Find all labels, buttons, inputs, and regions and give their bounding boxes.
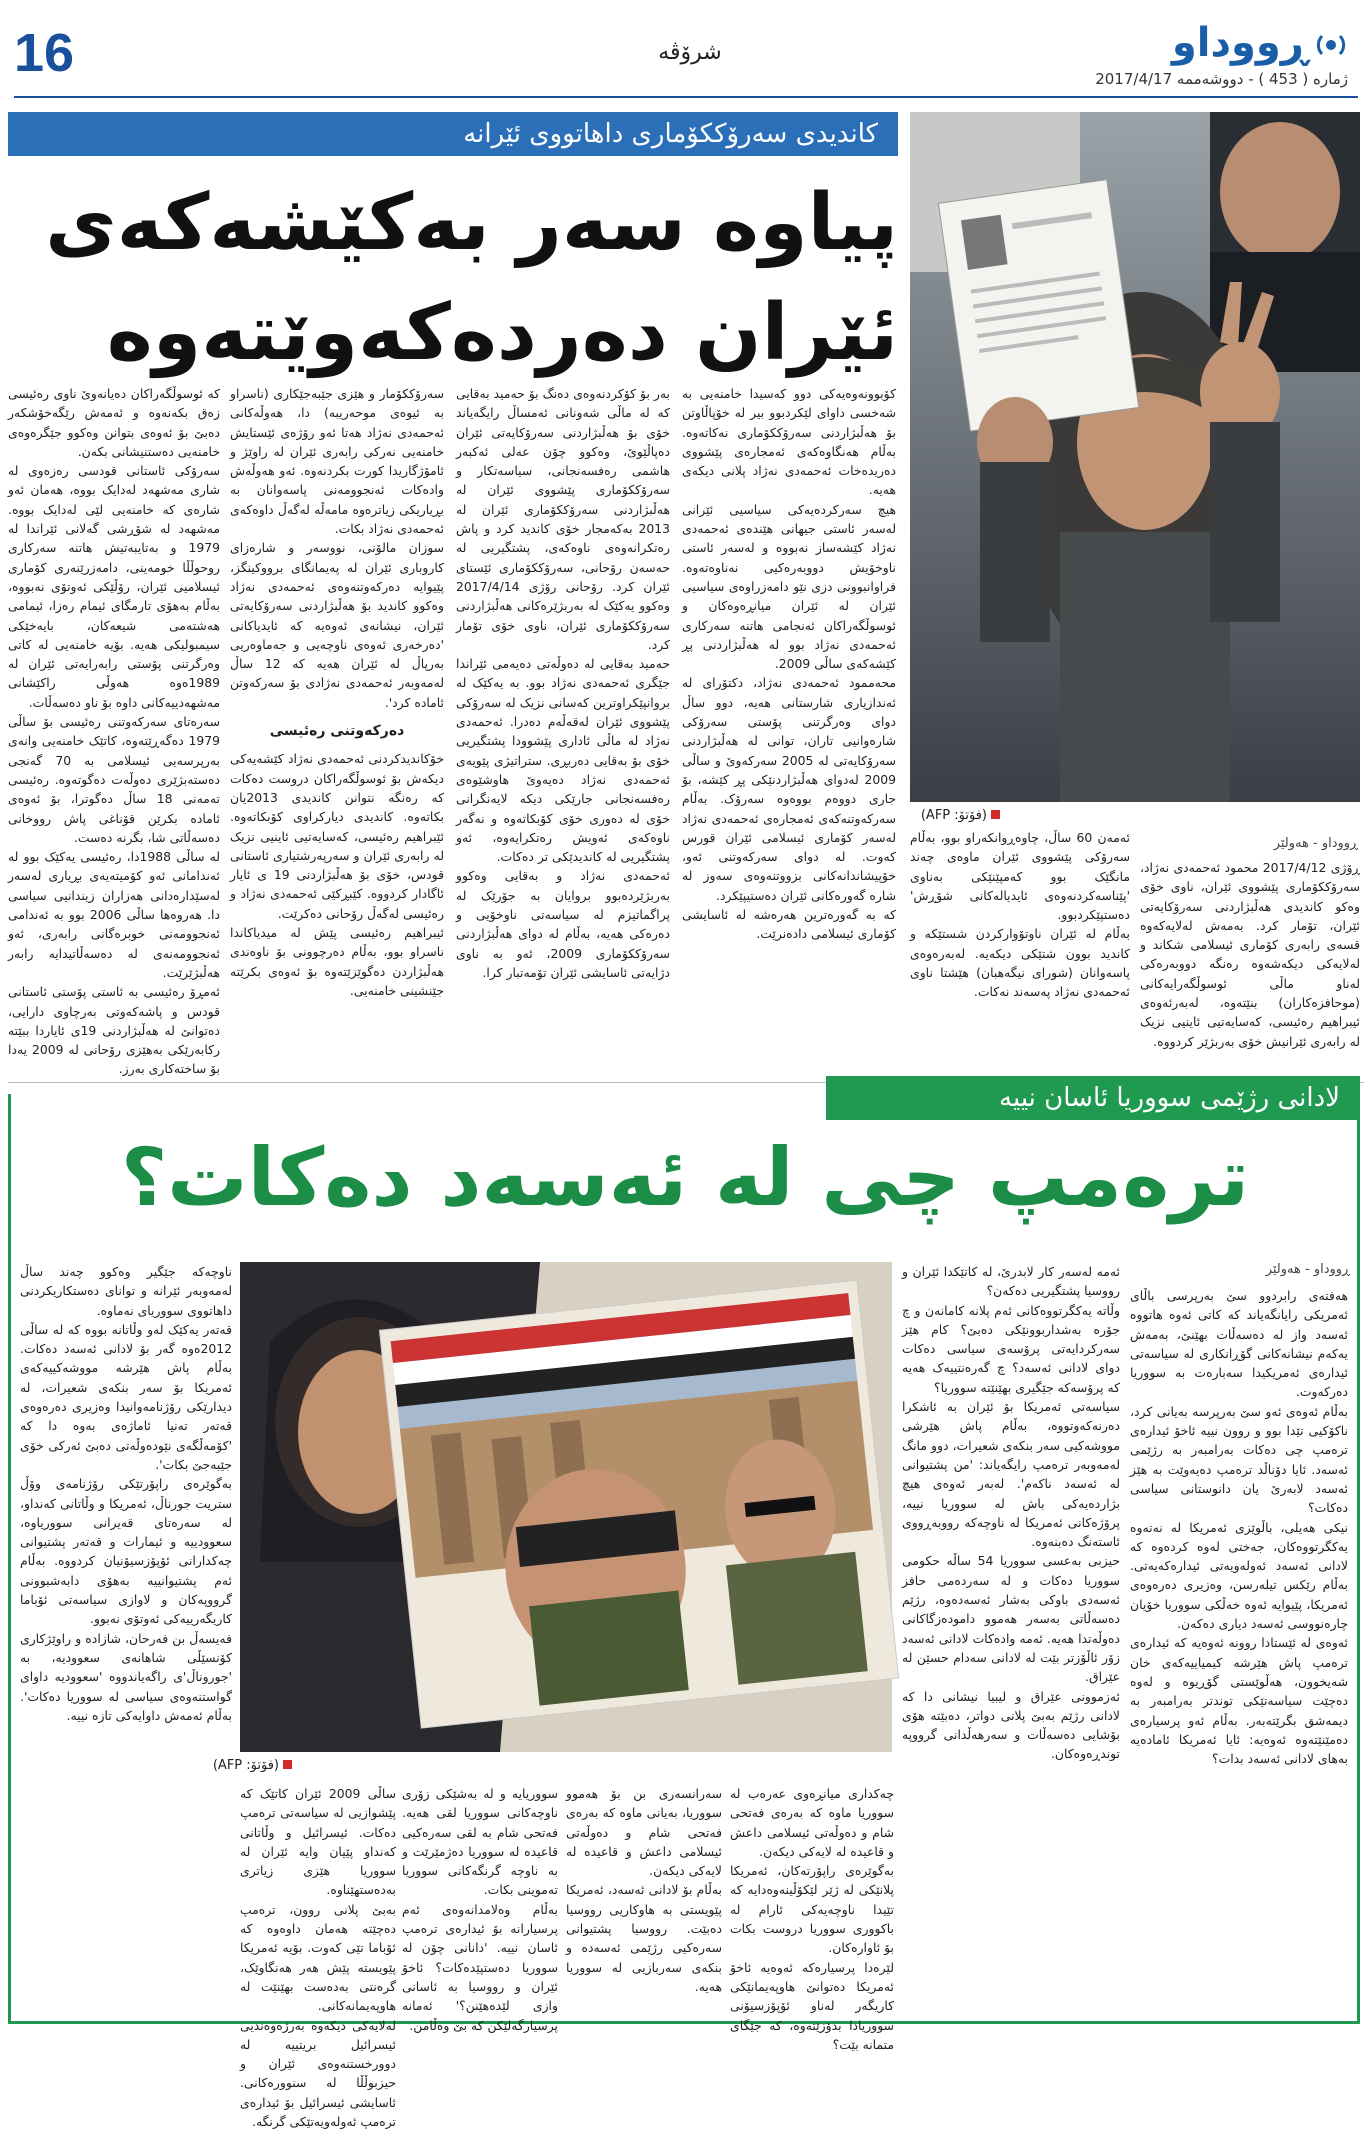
story2-col-r1: [1130, 1286, 1348, 2014]
paragraph: بەگوێرەی راپۆرتەکان، ئەمریکا پلانێکی لە ژێر لێکۆڵینەوەدایە کە تێیدا ناوچەیەکی ئارام لە باکووری سووریا دروست بکات بۆ ئاوارەکان.: [730, 1863, 894, 1956]
paragraph: ئەزموونی عێراق و لیبیا نیشانی دا کە لادانی رژێم بەبێ پلانی دواتر، دەبێتە هۆی بۆشایی دەسەڵات و سەرهەڵدانی گرووپە توندڕەوەکان.: [902, 1688, 1120, 1762]
paragraph: خۆکاندیدکردنی ئەحمەدی نەژاد کێشەیەکی دیکەش بۆ ئوسوڵگەراکان دروست دەکات کە رەنگە نتوانن کاندیدی 2013یان بکاتەوە. کاندیدی دیارکراوی کۆبکاتەوە. ئێبراهیم رەئیسی، کەسایەتیی ئاینیی نزیک لە رابەری ئێران و سەرپەرشتیاری ئاستانی قودس، خۆی بۆ هەڵبژاردنی 19 ی ئایار ئاگادار کردووە. کێبڕکێی ئەحمەدی نەژاد و رەئیسی لەگەڵ رۆحانی دەکرێت.: [230, 751, 444, 921]
story1-col5: [230, 384, 444, 1078]
masthead: [0, 0, 1372, 100]
story1-headline: [8, 168, 898, 388]
paragraph: لێرەدا پرسیارەکە ئەوەیە ئاخۆ ئەمریکا دەتوانێ هاوپەیمانێکی کاریگەر لەناو ئۆپۆزسیۆنی سووریادا بدۆزێتەوە، کە جێگای متمانە بێت؟: [730, 1959, 894, 2052]
story2-kicker: لادانی رژێمی سووریا ئاسان نییە: [826, 1076, 1360, 1120]
paragraph: کۆبوونەوەیەکی دوو کەسیدا خامنەیی بە شەخسی داوای لێکردبوو بیر لە خۆپاڵاوتن بۆ هەڵبژاردنی سەرۆککۆماری نەکاتەوە. بەڵام هەنگاوەکەی ئەمجارەی پێشووی دەریدەخات ئەحمەدی نەژاد پلانی دیکەی هەیە.: [682, 386, 896, 498]
assad-poster-photo: [240, 1262, 892, 1752]
story1-col1: [1140, 858, 1360, 1078]
paragraph: سیاسەتی ئەمریکا بۆ ئێران بە ئاشکرا دەرنەکەوتووە، بەڵام پاش هێرشی مووشەکیی سەر بنکەی شعیرات، دوو مانگ لەمەوبەر ترەمپ رایگەیاند: 'من پشتیوانی لە ئەسەد ناکەم'. لەبەر ئەوەی هیچ بژاردەیەکی باش لە سووریا نییە، پرۆژەکانی ئەمریکا لە ناوچەکە رووبەڕووی ئاستەنگ دەبنەوە.: [902, 1399, 1120, 1550]
paragraph: سەرۆککۆمار و هێزی جێبەجێکاری (ناسراو بە ئیوەی موحەریبە) دا، هەوڵەکانی ئەحمەدی نەژاد هەتا ئەو رۆژەی ئێستایش خامنەیی نەرکی رابەری ئێران لە راوێژ و ئامۆژگاریدا کورت بکردنەوە. ئەو هەوڵەش وادەکات ئەنجوومەنی پاسەوانان بە بڕیاریکی زیاترەوە مامەڵە لەگەڵ داوەکەی ئەحمەدی نەژاد بکات.: [230, 386, 444, 537]
masthead-rule: [14, 96, 1358, 98]
paragraph: وڵاتە یەکگرتووەکانی ئەم پلانە کامانەن و چ جۆرە بەشداربوونێکی دەبێ؟ کام هێز سەرکردایەتی پرۆسەی سیاسی دەکات دوای لادانی ئەسەد؟ چ گەرەنتییەک هەیە کە پرۆسەکە جێگیری بهێنێتە سووریا؟: [902, 1302, 1120, 1395]
paragraph: کە ئوسوڵگەراکان دەیانەوێ ناوی رەئیسی زەق بکەنەوە و ئەمەش رێگەخۆشکەر دەبێ بۆ ئەوەی بتوانن وەکوو جێگرەوەی خامنەیی دەستنیشانی بکەن.: [8, 386, 220, 459]
story1-headline-line1: پیاوە سەر بەکێشەکەی: [45, 178, 898, 268]
paragraph: سەرەتای سەرکەوتنی رەئیسی بۆ ساڵی 1979 دەگەڕێتەوە، کاتێک خامنەیی وانەی بەرپرسەیی ئیسلامی بە 70 گەنجی دەستەبژێری دەوڵەت دەگوتەوە. رەئیسی تەمەنی 18 ساڵ دەگوترا، بۆ ئەوەی ئامادە بکرێن قۆناغی پاش رووخانی دەسەڵاتی شا، بگرنە دەست.: [8, 714, 220, 845]
page-number: 16: [14, 23, 75, 83]
story2-col-r2: [902, 1262, 1120, 2014]
paragraph: حەمید بەقایی لە دەوڵەتی دەیەمی ئێراندا جێگری ئەحمەدی نەژاد بوو. بە یەکێک لە بروانپێکراوترین کەسانی نزیک لە سەرۆکی پێشووی ئێران لەقەڵەم دەدرا. ئەحمەدی نەژاد لە ماڵی ئاداری پێشوودا پشتگیریی خۆی بۆ بەقایی دەربڕی. ستراتیژی پێویەی ئەحمەدی نەژاد دەیەوێ هاوشێوەی رەفسەنجانی جارێکی دیکە لایەنگرانی خۆی لە دەوری خۆی کۆبکاتەوە و نەگەر ناوەکەی ئەویش رەتکرایەوە، ئەو پشتگیریی لە کاندیدێکی تر دەکات.: [456, 656, 670, 865]
story1-col2: [910, 828, 1130, 1078]
credit-marker: [991, 810, 1000, 819]
paragraph: بەڵام لە ئێران ناوتۆوارکردن شستێکە و کاندید بوون شتێکی دیکەیە. لەبەرەوەی پاسەوانان (شورای نیگەهبان) هێشتا ناوی ئەحمەدی نەژاد پەسەند نەکات.: [910, 926, 1130, 1000]
paragraph: بەر بۆ کۆکردنەوەی دەنگ بۆ حەمید بەقایی کە لە ماڵی شەونانی ئەمساڵ رایگەیاند خۆی بۆ هەڵبژاردنی سەرۆکایەتی ئێران دەپاڵێوێ، وەکوو چۆن عەلی ئەکبەر هاشمی رەفسەنجانی، سیاسەتکار و سەرۆککۆماری پێشووی ئێران لە هەڵبژاردنی سەرۆککۆماری ئێران لە 2013 بەکەمجار خۆی کاندید کرد و پاش رەتکرانەوەی ناوەکەی، پشتگیریی لە حەسەن رۆحانی، سەرۆککۆماری ئێستای ئێران کرد. رۆحانی رۆژی 2017/4/14 وەکوو یەکێک لە بەربژێرەکانی هەڵبژاردنی سەرۆککۆماری ئێران، ناوی خۆی تۆمار کرد.: [456, 386, 670, 652]
story2-col-l2: [730, 1784, 894, 2052]
paragraph: ناوچەکە جێگیر وەکوو چەند ساڵ لەمەوبەر ئێرانە و توانای دەستکاریکردنی داهاتووی سووریای نەماوە.: [20, 1264, 232, 1318]
story2-headline: ترەمپ چی لە ئەسەد دەکات؟: [120, 1131, 1250, 1224]
paragraph: بەگوێرەی راپۆرتێکی رۆژنامەی وۆڵ ستریت جورناڵ، ئەمریکا و وڵاتانی کەنداو، لە سەرەتای قەیرانی سووریاوە، سعوودییە و ئیمارات و قەتەر پشتیوانی چەکدارانی ئۆپۆزسیۆنیان کردووە. بەڵام ئەم پشتیوانییە بەهۆی دابەشبوونی گرووپەکان و لاوازی سیاسەتی ئۆباما کاریگەرییەکی ئەوتۆی نەبوو.: [20, 1476, 232, 1627]
paragraph: ساڵی 2009 ئێران کاتێک کە پێشوازیی لە سیاسەتی ترەمپ دەکات. ئیسرائیل و وڵاتانی کەنداو پێیان وایە ئێران لە سووریا هێزی زیاتری بەدەستهێناوە.: [240, 1786, 396, 1898]
story2-col-l5: [240, 1784, 396, 2130]
section-name: شرۆڤە: [658, 40, 722, 65]
paragraph: سەرانسەری بن بۆ هەموو سووریا، بەیانی ماوە کە بەرەی فەتحی شام و دەوڵەتی ئیسلامی داعش و قاعیدە لە لایەکی دیکەن.: [566, 1786, 722, 1879]
paragraph: بەبێ پلانی روون، ترەمپ دەچێتە هەمان داوەوە کە ئۆباما تێی کەوت. بۆیە ئەمریکا پێویستە پێش هەر هەنگاوێک، گرەنتی بەدەست بهێنێت لە هاوپەیمانەکانی.: [240, 1901, 396, 2014]
paragraph: قەتەر یەکێک لەو وڵاتانە بووە کە لە ساڵی 2012ەوە گەر بۆ لادانی ئەسەد دەکات. بەڵام پاش هێرشە مووشەکییەکەی ئەمریکا بۆ سەر بنکەی شعیرات، لە دیدارێکی رۆژنامەوانیدا وەزیری دەرەوەی قەتەر تەنیا ئاماژەی بەوە دا کە 'کۆمەڵگەی نێودەوڵەتی دەبێ ئەرکی خۆی جێبەجێ بکات'.: [20, 1321, 232, 1472]
paragraph: محەممود ئەحمەدی نەژاد، دکتۆرای لە ئەندازیاری شارستانی هەیە، دوو ساڵ دوای وەرگرتنی پۆستی سەرۆکی شارەوانیی تاران، توانی لە هەڵبژاردنی سەرۆکایەتی لە 2005 سەرکەوێ و ساڵی 2009 لەدوای هەڵبژاردنێکی پڕ کێشە، بۆ جاری دووەم بووەوە سەرۆک. بەڵام سەرکەوتنەکەی ئەمجارەی ئەحمەدی نەژاد لەسەر کۆماری ئیسلامی ئێران قورس کەوت. لە دوای سەرکەوتنی ئەو، خۆپیشاندانەکانی بزووتنەوەی سەوز لە شارە گەورەکانی ئێران دەستیپێکرد.: [682, 675, 896, 903]
paragraph: سووریایە و لە بەشێکی زۆری ناوچەکانی سووریا لقی هەیە. فەتحی شام بە لقی سەرەکیی قاعیدە لە سووریا دەژمێرێت و بە ناوچە گرنگەکانی سووریا تەموینی بکات.: [402, 1786, 558, 1898]
story1-photo: [910, 112, 1360, 802]
issue-info: ژمارە ( 453 ) - دووشەممە 2017/4/17: [1095, 70, 1348, 88]
story2-col-l4: [402, 1784, 558, 2033]
paragraph: ڕۆژی 2017/4/12 محمود ئەحمەدی نەژاد، سەرۆککۆماری پێشووی ئێران، ناوی خۆی وەکو کاندیدی هەڵبژاردنی سەرۆکایەتی ئێران، تۆمار کرد. بەمەش لەلایەکەوە قسەی رابەری کۆماری ئیسلامی شکاند و لەلایەکی دیکەشەوە رەنگە دووبەرەکی لەناو ماڵی ئوسوڵگەرایەکانی (موحافزەکاران) بنێتەوە، لەبەرئەوەی ئیبراهیم رەئیسی، کەسایەتیی ئاینیی نزیک لە رابەری ئێرانیش خۆی بەربژێر کردووە.: [1140, 860, 1360, 1049]
paragraph: سوزان مالۆنی، نووسەر و شارەزای کاروباری ئێران لە پەیمانگای برووکینگز، پێیوایە دەرکەوتنەوەی ئەحمەدی نەژاد وەکوو کاندید بۆ هەڵبژاردنی سەرۆکایەتی ئێران، نیشانەی ئەوەیە کە ئایدیاکانی 'دەرخەری ئەوەی ناوچەیی و جەماوەریی بەرپاڵ لە ئێران هەیە کە 12 ساڵ لەمەوبەر ئەحمەدی نەژادی بۆ سەرکەوتن ئامادە کرد'.: [230, 540, 444, 710]
story1-col4: [456, 384, 670, 1078]
story2-byline: ڕووداو - هەولێر: [1265, 1262, 1350, 1277]
story1-col6: [8, 384, 220, 1078]
paragraph: سەرۆکی ئاستانی قودسی رەزەوی لە شاری مەشهەد لەدایک بووە، هەمان ئەو شارەی کە خامنەیی لێی لەدایک بووە. مەشهەد لە شۆڕشی گەلانی ئێراندا لە 1979 و بەتایبەتیش هاتنە سەرکاری روحوڵڵا خومەینی، دامەزرێنەری کۆماری ئیسلامیی ئێران، رۆڵێکی ئەوتۆی نەبووە، بەڵام بەهۆی تارمگای ئیمام رەزا، ئیمامی هەشتەمی شیعەکان، بایەخێکی سیمبولیکی هەیە. بۆیە خامنەیی لە کاتی وەرگرتنی پۆستی رابەرایەتی ئێران لە 1989ەوە هەوڵی راکێشانی مەشهەدییەکانی داوە بۆ ناو دەسەڵات.: [8, 463, 220, 710]
story1-byline: ڕووداو - هەولێر: [1273, 836, 1358, 851]
ahmadinejad-registration-photo: [910, 112, 1360, 802]
paragraph: بەڵام وەلامدانەوەی ئەم پرسیارانە بۆ ئیدارەی ترەمپ ئاسان نییە. 'دانانی چۆن لە سووریا دەستپێدەکات؟ ئاخۆ ئێران و رووسیا بە ئاسانی وازی لێدەهێنن؟' ئەمانە پرسیارگەلێکن کە بێ وەڵامن.: [402, 1901, 558, 2033]
story1-credit-text: (فۆتۆ: AFP): [920, 808, 987, 823]
paragraph: فەیسەڵ بن فەرحان، شازادە و راوێژکاری کۆنسێڵی شاهانەی سعوودیە، بە 'جوروناڵ'ی راگەیاندووە 'سعوودیە داوای گواستنەوەی سیاسی لە سووریا دەکات'. بەڵام ئەمەش داوایەکی تازە نییە.: [20, 1630, 232, 1723]
story2-col-l3: [566, 1784, 722, 2014]
story1-photo-credit: [921, 808, 1000, 823]
story1-kicker: کاندیدی سەرۆککۆماری داهاتووی ئێرانە: [8, 112, 898, 156]
paragraph: چەکداری میانڕەوی عەرەب لە سووریا ماوە کە بەرەی فەتحی شام و دەوڵەتی ئیسلامی داعش و قاعیدە لە لایەکی دیکەن.: [730, 1786, 894, 1859]
paragraph: لەلایەکی دیکەوە بەرژەوەندیی ئیسرائیل بریتییە لە دوورخستنەوەی ئێران و حیزبوڵڵا لە سنوورەکانی. ئاسایشی ئیسرائیل بۆ ئیدارەی ترەمپ ئەولەویەتێکی گرنگە.: [240, 2017, 396, 2130]
paragraph: لە ساڵی 1988دا، رەئیسی یەکێک بوو لە ئەندامانی ئەو کۆمیتەیەی بڕیاری لەسەر لەسێدارەدانی هەزاران زیندانیی سیاسی دا. هەروەها ساڵی 2006 بوو بە ئەندامی ئەنجوومەنی خوبرەگانی رابەری، ئەو ئەنجوومەنەی لە دەسەڵاتیدایە رابەر هەڵبژێرێت.: [8, 849, 220, 980]
paragraph: ئەمە لەسەر کار لابدرێ، لە کاتێکدا ئێران و رووسیا پشتگیریی دەکەن؟: [902, 1264, 1120, 1299]
paragraph: کە بە گەورەترین هەرەشە لە ئاسایشی کۆماری ئیسلامی دادەنرێت.: [682, 907, 896, 942]
subheading: دەرکەوتنی رەئیسی: [269, 723, 405, 740]
credit-marker: [283, 1760, 292, 1769]
story2-credit-text: (فۆتۆ: AFP): [212, 1758, 279, 1773]
newspaper-logo: [1172, 20, 1348, 66]
story1-headline-line2: ئێران دەردەکەوێتەوە: [106, 288, 898, 378]
paragraph: ئیبراهیم رەئیسی پێش لە میدیاکاندا ناسراو بوو، بەڵام دەرچوونی بۆ ناوەندی هەڵبژاردن دەگوێزێتەوە بۆ ئەوەی بکرێتە جێنشینی خامنەیی.: [230, 925, 444, 998]
paragraph: ئەمڕۆ رەئیسی بە ئاستی پۆستی ئاستانی قودس و پاشەکەوتی بەرچاوی دارایی، دەتوانێ لە هەڵبژاردنی 19ی ئایاردا ببێتە رکابەرێکی بەهێزی رۆحانی لە 2009 یەدا بۆ ساختەکاری بەرز.: [8, 984, 221, 1077]
paragraph: ئەوەی لە ئێستادا روونە ئەوەیە کە ئیدارەی ترەمپ پاش هێرشە کیمیاییەکەی خان شەیخوون، هەڵوێستی گۆڕیوە و لەوە دەچێت سیاسەتێکی توندتر بەرامبەر بە دیمەشق بگرێتەبەر. بەڵام ئەو پرسیارەی دەمێنێتەوە ئەوەیە: ئایا ئەمریکا ئامادەیە بەهای لادانی ئەسەد بدات؟: [1130, 1635, 1348, 1767]
story1-col3: [682, 384, 896, 1078]
paragraph: بەڵام ئەوەی ئەو سێ بەرپرسە بەیانی کرد، ناکۆکیی تێدا بوو و روون نییە ئاخۆ ئیدارەی ترەمپ چی دەکات بەرامبەر بە رژێمی ئەسەد. ئایا دۆناڵد ترەمپ دەیەوێت بە هێز ئەسەد لابەرێ یان دانوستانی سیاسی دەکات؟: [1130, 1403, 1348, 1516]
paragraph: بەڵام بۆ لادانی ئەسەد، ئەمریکا پێویستی بە هاوکاریی رووسیا دەبێت. رووسیا پشتیوانی سەرەکیی رژێمی ئەسەدە و بنکەی سەربازیی لە سووریا هەیە.: [566, 1882, 722, 1994]
paragraph: حیزبی بەعسی سووریا 54 ساڵە حکومی سووریا دەکات و لە سەردەمی حافز ئەسەدی باوکی بەشار ئەسەدەوە، رژێم دەسەڵاتی بەسەر هەموو دامودەزگاکانی دەوڵەتدا هەیە. ئەمە وادەکات لادانی ئەسەد زۆر ئاڵۆزتر بێت لە لادانی سەدام حسێن لە عێراق.: [902, 1553, 1120, 1685]
paragraph: نیکی هەیلی، باڵوێزی ئەمریکا لە نەتەوە یەکگرتووەکان، جەختی لەوە کردەوە کە لادانی ئەسەد ئەولەویەتی ئیدارەکەیەتی. بەڵام رێکس تیلەرسن، وەزیری دەرەوەی ئەمریکا، پێیوایە ئەوە خەڵکی سووریا خۆیان چارەنووسی ئەسەد دیاری دەکەن.: [1130, 1519, 1348, 1632]
story2-col-l1: [20, 1262, 232, 2014]
paragraph: هیچ سەرکردەیەکی سیاسیی ئێرانی لەسەر ئاستی جیهانی هێندەی ئەحمەدی نەژاد کێشەساز نەبووە و لەسەر ئاستی ناوخۆیش دووبەرەکیی نەناوەتەوە. فراوانبوونی دزی نێو دامەزراوەی سیاسیی ئێران لە ئێران میانڕەوەکان و ئوسوڵگەراکان ئەنجامی هاتنە سەرکاری ئەحمەدی نەژاد بوو لە هەڵبژاردنی پڕ کێشەکەی ساڵی 2009.: [682, 501, 896, 672]
paragraph: هەفتەی رابردوو سێ بەرپرسی باڵای ئەمریکی رایانگەیاند کە کاتی ئەوە هاتووە ئەسەد واز لە دەسەڵات بهێنێ، بەمەش یەکەم نیشانەکانی گۆڕانکاری لە سیاسەتی ئیدارەی ئەمریکیدا سەبارەت بە سووریا دەرکەوت.: [1130, 1288, 1348, 1400]
paragraph: ئەمەن 60 ساڵ، چاوەڕوانکەراو بوو، بەڵام سەرۆکی پێشووی ئێران ماوەی چەند مانگێک بوو کەمپێنێکی بەناوی 'پێناسەکردنەوەی ئایدیالەکانی شۆڕش' دەستپێکردبوو.: [910, 830, 1130, 923]
paragraph: ئەحمەدی نەژاد و بەقایی وەکوو بەربژێردەبوو بروایان بە جۆرێک لە پراگماتیزم لە سیاسەتی ناوخۆیی و دەرەکی هەیە، بەڵام لە دوای هەڵبژاردنی سەرۆککۆماری 2009، ئەو بە ناوی دژایەتی ئاسایشی ئێران تۆمەتبار کرا.: [456, 868, 670, 980]
story2-photo: [240, 1262, 892, 1752]
logo-text: ڕووداو: [1171, 20, 1308, 66]
rudaw-broadcast-icon: [1314, 28, 1348, 62]
